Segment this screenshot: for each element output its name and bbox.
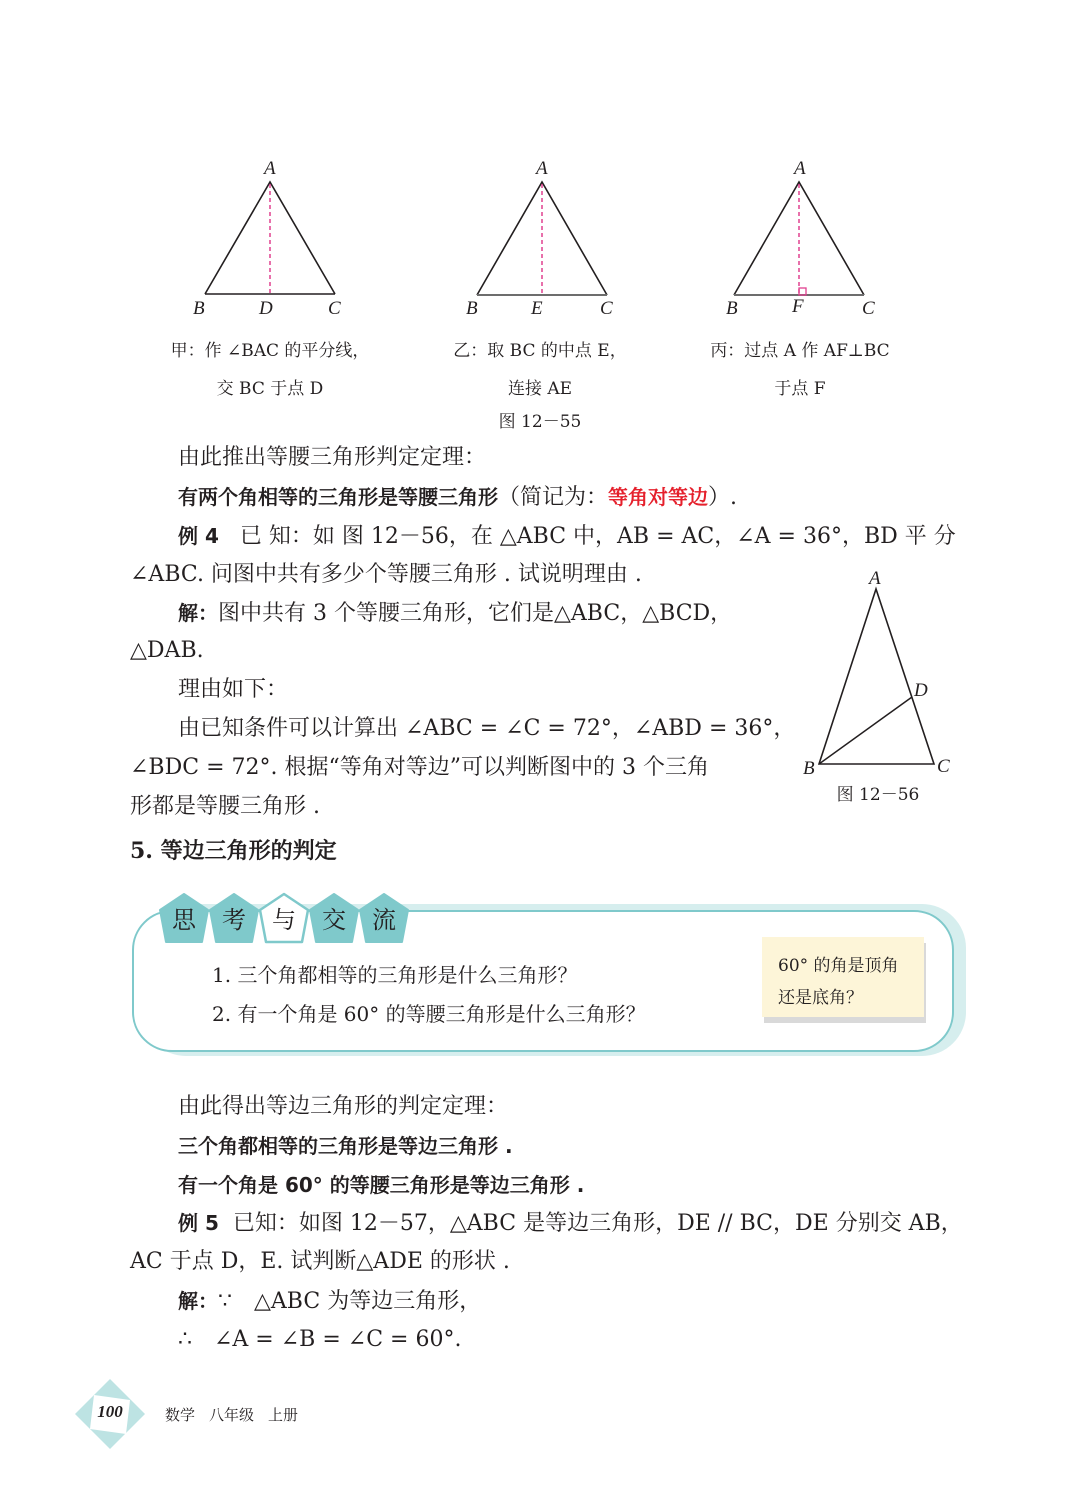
caption-bing-line1: 丙：过点 A 作 AF⊥BC: [710, 341, 890, 361]
label-A-jia: A: [264, 158, 276, 179]
footer-grade: 八年级: [209, 1406, 255, 1424]
example4-reason-line3: 形都是等腰三角形 .: [130, 794, 320, 819]
tab-jiao-label: 交: [322, 906, 346, 934]
footer-book-info: [165, 1404, 312, 1425]
tab-yu-label: 与: [272, 906, 296, 934]
tab-liu-label: 流: [372, 906, 396, 934]
caption-jia-line1: 甲：作 ∠BAC 的平分线，: [170, 341, 370, 361]
caption-jia-line2: 交 BC 于点 D: [216, 379, 324, 399]
tab-kao: [208, 892, 260, 944]
label-B-yi: B: [466, 298, 478, 319]
label-A-56: A: [869, 568, 881, 589]
label-E-yi: E: [531, 298, 543, 319]
tab-kao-label: 考: [222, 906, 246, 934]
example4-sol-line2: △DAB.: [130, 638, 204, 663]
example5-label: 例 5: [178, 1211, 219, 1235]
example4-line1-row: [178, 521, 956, 552]
tab-liu: [358, 892, 410, 944]
think-question-2: 2. 有一个角是 60° 的等腰三角形是什么三角形？: [212, 1002, 646, 1026]
example4-reason-intro: 理由如下：: [178, 677, 289, 702]
example5-sol-label: 解：: [178, 1289, 218, 1313]
label-D-56: D: [914, 680, 928, 701]
tab-si-label: 思: [172, 906, 196, 934]
example5-line1: 已知：如图 12－57，△ABC 是等边三角形，DE // BC，DE 分别交 AB，: [232, 1211, 963, 1236]
figure-caption-12-56: 图 12－56: [836, 785, 920, 805]
example4-sol-label: 解：: [178, 601, 218, 625]
theorem1-statement: 有两个角相等的三角形是等腰三角形: [178, 485, 498, 509]
label-C-yi: C: [600, 298, 613, 319]
figure-caption-12-55: 图 12－55: [498, 412, 582, 432]
caption-yi-line1: 乙：取 BC 的中点 E，: [453, 341, 627, 361]
caption-bing-line2: 于点 F: [774, 379, 826, 399]
triangle-yi: [477, 182, 607, 295]
example4-label: 例 4: [178, 524, 219, 548]
segment-BD: [819, 697, 912, 764]
example5-sol-line1: ∵ △ABC 为等边三角形，: [218, 1289, 482, 1314]
caption-yi-line2: 连接 AE: [507, 379, 573, 399]
example4-reason-line2: ∠BDC = 72°. 根据“等角对等边”可以判断图中的 3 个三角: [130, 755, 709, 780]
example4-line2: ∠ABC. 问图中共有多少个等腰三角形 . 试说明理由 .: [130, 562, 642, 587]
example4-line1: 已 知：如 图 12－56，在 △ABC 中，AB = AC，∠A = 36°，BD 平 分: [239, 524, 956, 549]
theorem1-note-open: （简记为：: [498, 485, 609, 510]
theorem1-intro: 由此推出等腰三角形判定定理：: [178, 445, 487, 470]
think-question-1: 1. 三个角都相等的三角形是什么三角形？: [212, 963, 578, 987]
example4-reason-line1: 由已知条件可以计算出 ∠ABC = ∠C = 72°，∠ABD = 36°，: [178, 716, 796, 741]
triangle-bing: [734, 182, 864, 295]
label-C-jia: C: [328, 298, 341, 319]
triangle-ABC: [819, 589, 934, 764]
theorem2-intro: 由此得出等边三角形的判定定理：: [178, 1094, 509, 1119]
triangle-jia: [205, 182, 335, 294]
example5-line2: AC 于点 D，E. 试判断△ADE 的形状 .: [130, 1249, 510, 1274]
tab-jiao: [308, 892, 360, 944]
sticky-note-line1: 60° 的角是顶角: [778, 956, 899, 976]
label-D-jia: D: [259, 298, 273, 319]
label-B-jia: B: [193, 298, 205, 319]
section5-title: 5. 等边三角形的判定: [130, 838, 337, 864]
example5-sol-line2: ∴ ∠A = ∠B = ∠C = 60°.: [178, 1327, 462, 1352]
page-number: 100: [97, 1402, 123, 1421]
tab-si: [158, 892, 210, 944]
right-angle-mark: [799, 288, 806, 295]
label-A-bing: A: [794, 158, 806, 179]
figure-12-56: [800, 580, 970, 780]
theorem1-note-red: 等角对等边: [608, 485, 709, 509]
example5-sol-row: [178, 1286, 481, 1317]
example5-line1-row: [178, 1208, 963, 1239]
label-B-bing: B: [726, 298, 738, 319]
sticky-note-line2: 还是底角？: [778, 988, 863, 1008]
label-B-56: B: [803, 758, 815, 779]
example4-sol-row: [178, 598, 732, 629]
label-C-56: C: [937, 756, 950, 777]
sticky-note: [762, 937, 924, 1017]
label-C-bing: C: [862, 298, 875, 319]
theorem1-note-close: ）.: [708, 485, 738, 510]
tab-yu: [258, 892, 310, 944]
example4-sol-line1: 图中共有 3 个等腰三角形，它们是△ABC，△BCD，: [218, 601, 733, 626]
theorem2-statement2: 有一个角是 60° 的等腰三角形是等边三角形 .: [178, 1173, 585, 1197]
theorem1-line: [178, 482, 737, 513]
footer-volume: 上册: [268, 1406, 299, 1424]
label-A-yi: A: [536, 158, 548, 179]
footer-subject: 数学: [165, 1406, 196, 1424]
label-F-bing: F: [792, 296, 804, 317]
theorem2-statement1: 三个角都相等的三角形是等边三角形 .: [178, 1134, 513, 1158]
